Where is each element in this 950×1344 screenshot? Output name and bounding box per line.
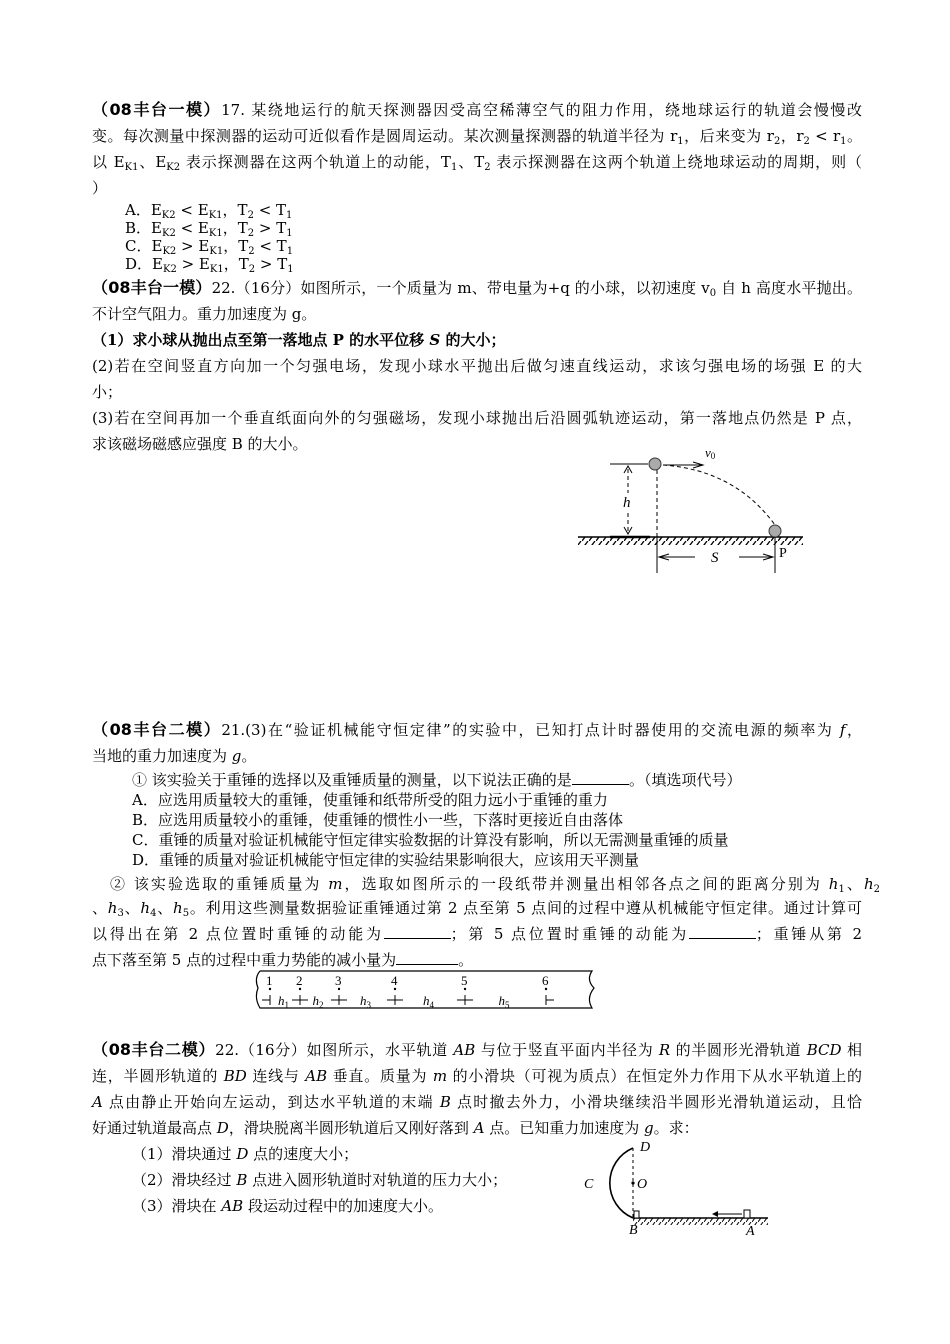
text-segment: h [828, 875, 839, 893]
question-21-line [92, 898, 862, 924]
text-segment: 小； [92, 383, 123, 401]
text-segment: D．重锤的质量对验证机械能守恒定律的实验结果影响很大，应该用天平测量 [132, 851, 640, 869]
text-segment: 2 [247, 210, 254, 221]
text-segment: D．E [125, 255, 163, 273]
text-segment: K2 [162, 264, 177, 275]
text-segment: K1 [209, 264, 224, 275]
text-segment: 点下落至第 5 点的过程中重力势能的减小量为 [92, 951, 397, 969]
question-22a-line [92, 382, 862, 402]
text-segment: ② 该实验选取的重锤质量为 [110, 875, 329, 893]
question-21-line [92, 924, 862, 944]
text-segment: ，T [223, 237, 249, 255]
point-p-label: P [779, 546, 787, 561]
text-segment: h [173, 899, 183, 917]
text-segment: 1 [450, 162, 458, 173]
tape-segment-label: $h_4$ [423, 993, 434, 1010]
question-22b-line [92, 1066, 862, 1086]
question-21-line [110, 874, 880, 900]
text-segment: D [236, 1145, 249, 1163]
question-22b-line [92, 1118, 862, 1138]
question-21-line [92, 746, 862, 766]
text-segment: AB [221, 1197, 244, 1215]
text-segment: > E [176, 237, 210, 255]
text-segment: ，T [223, 255, 249, 273]
text-segment: 1 [838, 884, 845, 895]
text-segment: 1 [287, 264, 294, 275]
text-segment: ① 该实验关于重锤的选择以及重锤质量的测量，以下说法正确的是 [132, 771, 572, 789]
source-tag: （08丰台一模） [92, 278, 212, 297]
text-segment: f [839, 721, 846, 739]
text-segment: 5 [182, 908, 190, 919]
text-segment: 0 [709, 288, 717, 299]
question-21-line [132, 850, 639, 870]
label-d: D [640, 1140, 651, 1155]
text-segment: A [92, 1093, 103, 1111]
text-segment: (3)若在空间再加一个垂直纸面向外的匀强磁场，发现小球抛出后沿圆弧轨迹运动，第一落地点仍然是 P 点， [92, 409, 862, 427]
text-segment: 22.（16分）如图所示，一个质量为 m、带电量为+q 的小球，以初速度 v [211, 279, 710, 297]
text-segment: 自 h 高度水平抛出。 [716, 279, 862, 297]
question-22a-line [92, 356, 862, 376]
text-segment: 。利用这些测量数据验证重锤通过第 2 点至第 5 点间的过程中遵从机械能守恒定律。通过计算可 [189, 899, 862, 917]
text-segment: 2 [803, 136, 810, 147]
text-segment: 2 [484, 162, 491, 173]
height-label: h [623, 495, 631, 511]
text-segment: K2 [161, 228, 176, 239]
answer-blank[interactable] [572, 770, 629, 785]
text-segment: 变。每次测量中探测器的运动可近似看作是圆周运动。某次测量探测器的轨道半径为 r [92, 127, 678, 145]
text-segment: 以得出在第 2 点位置时重锤的动能为 [92, 925, 384, 943]
tape-dot [394, 988, 396, 990]
text-segment: 、 [92, 899, 108, 917]
text-segment: 与位于竖直平面内半径为 [475, 1041, 659, 1059]
tape-point-label: 6 [542, 973, 549, 988]
text-segment: 好通过轨道最高点 [92, 1119, 217, 1137]
text-segment: 17. 某绕地运行的航天探测器因受高空稀薄空气的阻力作用，绕地球运行的轨道会慢慢改 [221, 101, 862, 119]
text-segment: 4 [150, 908, 157, 919]
text-segment: K1 [124, 162, 139, 173]
text-segment: ；重锤从第 2 [755, 925, 862, 943]
text-segment: A [473, 1119, 485, 1137]
text-segment: h [863, 875, 874, 893]
question-21-line [132, 770, 742, 790]
label-a: A [746, 1224, 755, 1238]
text-segment: R [658, 1041, 671, 1059]
text-segment: 3 [117, 908, 124, 919]
text-segment: 当地的重力加速度为 [92, 747, 232, 765]
answer-blank[interactable] [396, 950, 458, 965]
tape-dot [464, 988, 466, 990]
trajectory [663, 465, 775, 525]
projectile-diagram [575, 445, 805, 580]
tape-segment-label: $h_5$ [498, 993, 510, 1010]
text-segment: 点时撤去外力，小滑块继续沿半圆形光滑轨道运动，且恰 [450, 1093, 862, 1111]
text-segment: < r [809, 127, 841, 145]
text-segment: 表示探测器在这两个轨道上的动能，T [180, 153, 451, 171]
text-segment: 的小滑块（可视为质点）在恒定外力作用下从水平轨道上的 [447, 1067, 862, 1085]
question-21-line [92, 720, 862, 740]
text-segment: > T [255, 255, 288, 273]
tape-point-label: 2 [296, 973, 303, 988]
text-segment: K1 [208, 210, 223, 221]
text-segment: 、 [844, 875, 864, 893]
question-21-line [132, 790, 608, 810]
question-22b-line [132, 1196, 443, 1216]
text-segment: < E [175, 219, 209, 237]
answer-blank[interactable] [689, 924, 756, 939]
text-segment: ，后来变为 r [683, 127, 774, 145]
text-segment: 21.(3)在“验证机械能守恒定律”的实验中，已知打点计时器使用的交流电源的频率为 [221, 721, 840, 739]
tape-segment-label: $h_2$ [312, 993, 324, 1010]
label-o: O [637, 1177, 648, 1192]
text-segment: 、E [138, 153, 167, 171]
text-segment: B．应选用质量较小的重锤，使重锤的惯性小一些，下落时更接近自由落体 [132, 811, 624, 829]
text-segment: 连，半圆形轨道的 [92, 1067, 224, 1085]
text-segment: ，滑块脱离半圆形轨道后又刚好落到 [228, 1119, 474, 1137]
text-segment: 22.（16分）如图所示，水平轨道 [215, 1041, 454, 1059]
text-segment: > T [254, 219, 287, 237]
text-segment: 。 [241, 747, 257, 765]
text-segment: （1）求小球从抛出点至第一落地点 P 的水平位移 [92, 331, 430, 349]
text-segment: B．E [125, 219, 162, 237]
question-22b-line [132, 1144, 358, 1164]
question-22a-line [92, 304, 862, 324]
tape-point-label: 5 [461, 973, 468, 988]
text-segment: B [439, 1093, 451, 1111]
text-segment: K1 [208, 228, 223, 239]
text-segment: 1 [840, 136, 847, 147]
text-segment: 的半圆形光滑轨道 [670, 1041, 807, 1059]
text-segment: ，r [780, 127, 804, 145]
text-segment: K1 [209, 246, 224, 257]
text-segment: ，T [222, 201, 248, 219]
source-tag: （08丰台二模） [92, 1040, 216, 1059]
text-segment: 求该磁场磁感应强度 B 的大小。 [92, 435, 308, 453]
tape-segment-label: $h_3$ [360, 993, 371, 1010]
question-22b-line [132, 1170, 507, 1190]
paper-tape-diagram [250, 968, 600, 1016]
tape-point-label: 4 [391, 973, 398, 988]
text-segment: 。求： [653, 1119, 699, 1137]
text-segment: 、 [123, 899, 141, 917]
text-segment: 。（填选项代号） [629, 771, 742, 789]
question-21-line [92, 950, 862, 970]
slider-block [744, 1210, 750, 1218]
text-segment: ， [845, 721, 862, 739]
tape-segment-label: $h_1$ [278, 993, 289, 1010]
question-22a-line [92, 278, 862, 304]
text-segment: D [216, 1119, 229, 1137]
text-segment: 点进入圆形轨道时对轨道的压力大小； [247, 1171, 508, 1189]
text-segment: < T [254, 237, 287, 255]
text-segment: AB [453, 1041, 476, 1059]
text-segment: 相 [841, 1041, 862, 1059]
text-segment: 2 [248, 264, 256, 275]
semicircle-track-diagram [578, 1138, 778, 1238]
text-segment: （1）滑块通过 [132, 1145, 237, 1163]
text-segment: K2 [161, 210, 176, 221]
text-segment: < E [175, 201, 209, 219]
text-segment: 点的速度大小； [248, 1145, 359, 1163]
answer-blank[interactable] [384, 924, 451, 939]
text-segment: g [643, 1119, 654, 1137]
text-segment: 2 [248, 246, 255, 257]
text-segment: m [432, 1067, 448, 1085]
tape-dot [269, 988, 271, 990]
question-17-line [92, 100, 862, 120]
source-tag: （08丰台一模） [92, 100, 222, 119]
text-segment: (2)若在空间竖直方向加一个匀强电场，发现小球水平抛出后做匀速直线运动，求该匀强电场的场强 E 的大 [92, 357, 862, 375]
ball-landing [769, 525, 781, 537]
text-segment: BCD [806, 1041, 842, 1059]
text-segment: K2 [162, 246, 177, 257]
text-segment: 的大小； [440, 331, 506, 349]
question-21-line [132, 810, 623, 830]
text-segment: 2 [247, 228, 255, 239]
tape-dot [299, 988, 301, 990]
source-tag: （08丰台二模） [92, 720, 222, 739]
text-segment: AB [305, 1067, 328, 1085]
text-segment: ；第 5 点位置时重锤的动能为 [450, 925, 690, 943]
text-segment: 段运动过程中的加速度大小。 [243, 1197, 443, 1215]
text-segment: 2 [773, 136, 781, 147]
text-segment: ） [92, 179, 108, 197]
text-segment: 、T [457, 153, 485, 171]
tape-dot [338, 988, 340, 990]
question-17-line [125, 254, 294, 280]
text-segment: 1 [677, 136, 684, 147]
text-segment: 点由静止开始向左运动，到达水平轨道的末端 [102, 1093, 440, 1111]
distance-label: S [711, 550, 719, 566]
text-segment: A．E [125, 201, 162, 219]
text-segment: < T [253, 201, 287, 219]
text-segment: （3）滑块在 [132, 1197, 222, 1215]
question-22a-line [92, 408, 862, 428]
text-segment: ，T [222, 219, 248, 237]
text-segment: 点。已知重力加速度为 [484, 1119, 644, 1137]
text-segment: 。 [458, 951, 474, 969]
text-segment: m [328, 875, 343, 893]
text-segment: 。 [846, 127, 862, 145]
text-segment: h [107, 899, 118, 917]
semicircle-track [610, 1148, 633, 1218]
question-17-line [92, 152, 862, 178]
text-segment: 、 [156, 899, 174, 917]
question-22b-line [92, 1040, 862, 1060]
text-segment: ，选取如图所示的一段纸带并测量出相邻各点之间的距离分别为 [342, 875, 829, 893]
text-segment: K2 [166, 162, 181, 173]
label-b: B [629, 1223, 638, 1238]
text-segment: B [236, 1171, 248, 1189]
text-segment: h [140, 899, 151, 917]
question-17-line [92, 178, 862, 198]
text-segment: 1 [286, 210, 293, 221]
text-segment: 表示探测器在这两个轨道上绕地球运动的周期，则（ [490, 153, 863, 171]
text-segment: C．E [125, 237, 163, 255]
text-segment: 1 [286, 228, 293, 239]
text-segment: 1 [286, 246, 294, 257]
text-segment: BD [223, 1067, 247, 1085]
text-segment: C．重锤的质量对验证机械能守恒定律实验数据的计算没有影响，所以无需测量重锤的质量 [132, 831, 729, 849]
text-segment: 不计空气阻力。重力加速度为 g。 [92, 305, 317, 323]
tape-point-label: 1 [266, 973, 273, 988]
text-segment: S [429, 331, 441, 349]
text-segment: > E [176, 255, 210, 273]
text-segment: （2）滑块经过 [132, 1171, 237, 1189]
question-17-line [92, 126, 862, 152]
text-segment: 2 [873, 884, 880, 895]
text-segment: 以 E [92, 153, 125, 171]
velocity-label: v0 [705, 445, 716, 461]
question-22a-line [92, 330, 862, 350]
label-c: C [584, 1177, 594, 1192]
question-22b-line [92, 1092, 862, 1112]
ball-start [649, 458, 661, 470]
tape-dot [545, 988, 547, 990]
text-segment: A．应选用质量较大的重锤，使重锤和纸带所受的阻力远小于重锤的重力 [132, 791, 608, 809]
text-segment: 垂直。质量为 [327, 1067, 433, 1085]
text-segment: 连线与 [246, 1067, 306, 1085]
question-21-line [132, 830, 728, 850]
tape-point-label: 3 [335, 973, 342, 988]
text-segment: g [231, 747, 242, 765]
